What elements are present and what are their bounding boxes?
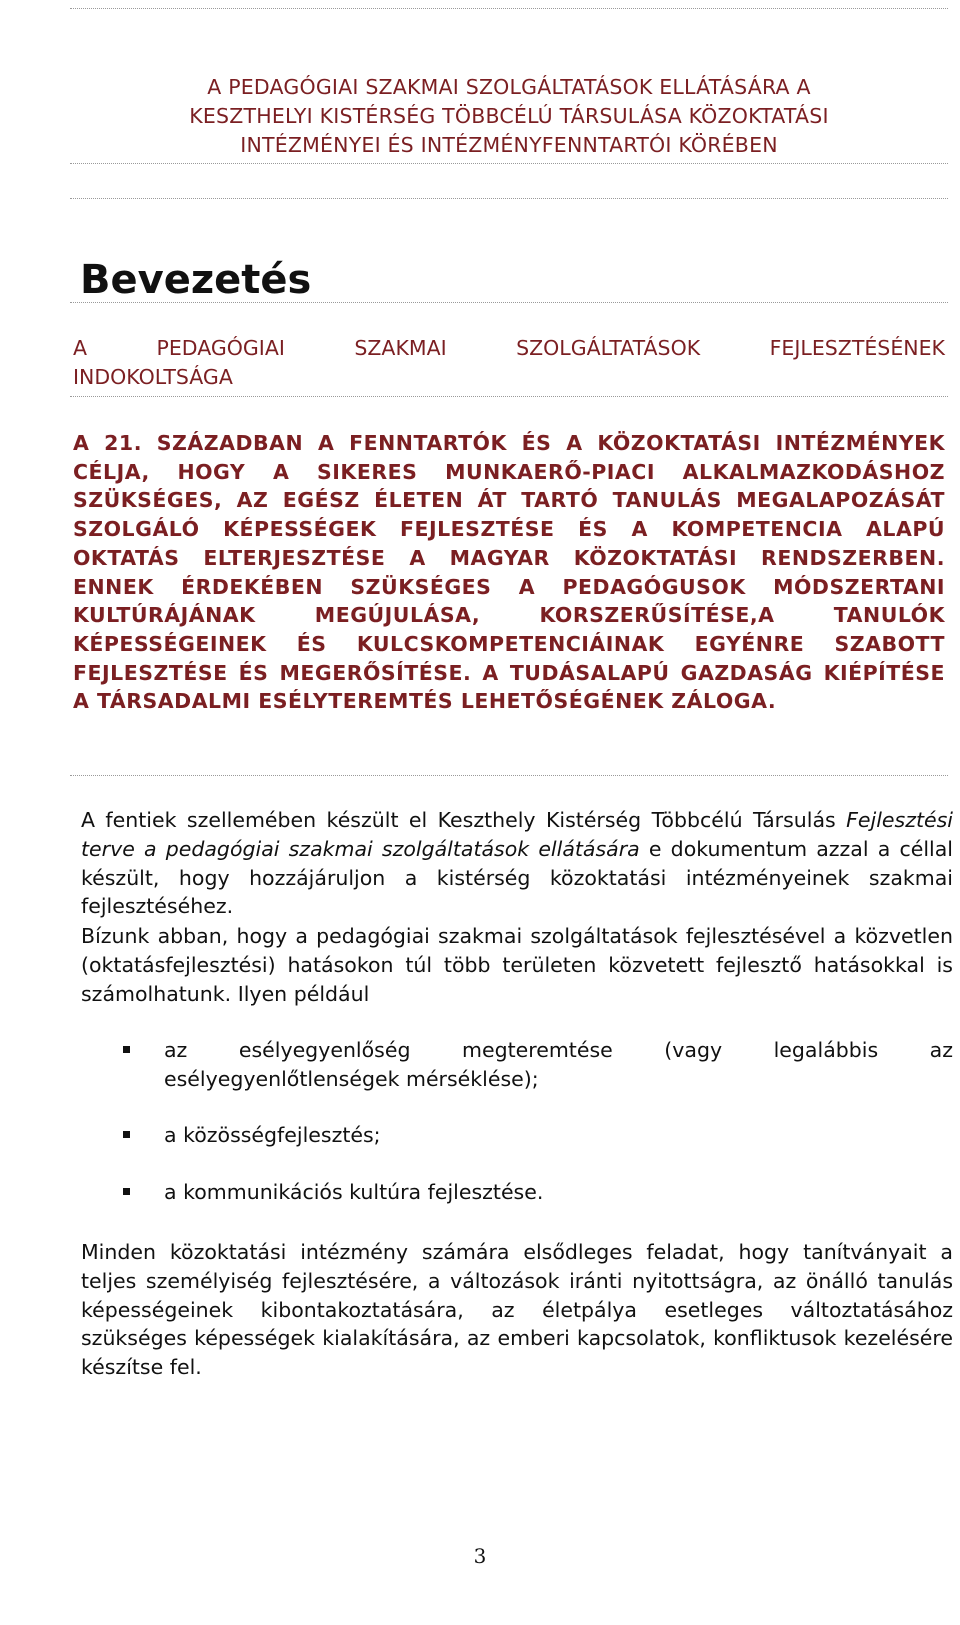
document-header (70, 73, 948, 160)
intro-paragraph (81, 806, 953, 921)
subtitle-line-1: A PEDAGÓGIAI SZAKMAI SZOLGÁLTATÁSOK FEJLESZTÉSÉNEK (73, 336, 945, 360)
plan-title: Fejlesztési terve a pedagógiai szakmai szolgáltatások ellátására (81, 808, 953, 861)
trust-paragraph: Bízunk abban, hogy a pedagógiai szakmai szolgáltatások fejlesztésével a közvetlen (oktatásfejlesztési) hatásokon túl több területen közvetett fejlesztő hatásokkal is számolhatunk. Ilyen például (81, 924, 953, 1006)
list-item-text: az esélyegyenlőség megteremtése (vagy legalábbis az esélyegyenlőtlenségek mérséklése); (164, 1038, 953, 1091)
section-title: Bevezetés (80, 257, 312, 303)
subtitle-rule (70, 396, 948, 397)
intro-text-end: e dokumentum azzal a céllal készült, hogy hozzájáruljon a kistérség közoktatási intézményeinek szakmai fejlesztéséhez. (81, 836, 953, 919)
header-line-3: INTÉZMÉNYEI ÉS INTÉZMÉNYFENNTARTÓI KÖRÉBEN (240, 133, 778, 157)
section-subtitle (73, 334, 945, 392)
title-rule (70, 302, 948, 303)
list-item-text: a közösségfejlesztés; (164, 1123, 381, 1147)
list-item (120, 1178, 953, 1207)
list-item-text: a kommunikációs kultúra fejlesztése. (164, 1180, 544, 1204)
bullet-list-1 (120, 1036, 953, 1094)
bullet-list-3 (120, 1178, 953, 1207)
subtitle-line-2: INDOKOLTSÁGA (73, 365, 233, 389)
bullet-square-icon (123, 1188, 130, 1195)
list-item (120, 1036, 953, 1094)
header-rule (70, 163, 948, 164)
intro-text-start: A fentiek szellemében készült el Keszthely Kistérség Többcélú Társulás (81, 808, 847, 832)
highlight-paragraph: A 21. SZÁZADBAN A FENNTARTÓK ÉS A KÖZOKTATÁSI INTÉZMÉNYEK CÉLJA, HOGY A SIKERES MUNKAERŐ-PIACI ALKALMAZKODÁSHOZ SZÜKSÉGES, AZ EGÉSZ ÉLETEN ÁT TARTÓ TANULÁS MEGALAPOZÁSÁT SZOLGÁLÓ KÉPESSÉGEK FEJLESZTÉSE ÉS A KOMPETENCIA ALAPÚ OKTATÁS ELTERJESZTÉSE A MAGYAR KÖZOKTATÁSI RENDSZERBEN. ENNEK ÉRDEKÉBEN SZÜKSÉGES A PEDAGÓGUSOK MÓDSZERTANI KULTÚRÁJÁNAK MEGÚJULÁSA, KORSZERŰSÍTÉSE,A TANULÓK KÉPESSÉGEINEK ÉS KULCSKOMPETENCIÁINAK EGYÉNRE SZABOTT FEJLESZTÉSE ÉS MEGERŐSÍTÉSE. A TUDÁSALAPÚ GAZDASÁG KIÉPÍTÉSE A TÁRSADALMI ESÉLYTEREMTÉS LEHETŐSÉGÉNEK ZÁLOGA. (73, 431, 945, 714)
header-line-1: A PEDAGÓGIAI SZAKMAI SZOLGÁLTATÁSOK ELLÁTÁSÁRA A (207, 75, 811, 99)
section-top-rule (70, 198, 948, 199)
highlight-rule (70, 775, 948, 776)
page-number: 3 (473, 1544, 487, 1568)
closing-paragraph: Minden közoktatási intézmény számára elsődleges feladat, hogy tanítványait a teljes személyiség fejlesztésére, a változások iránti nyitottságra, az önálló tanulás képességeinek kibontakoztatására, az életpálya esetleges változtatásához szükséges képességek kialakítására, az emberi kapcsolatok, konfliktusok kezelésére készítse fel. (81, 1240, 953, 1380)
header-line-2: KESZTHELYI KISTÉRSÉG TÖBBCÉLÚ TÁRSULÁSA KÖZOKTATÁSI (189, 104, 829, 128)
list-item (120, 1121, 953, 1150)
bullet-square-icon (123, 1046, 130, 1053)
top-rule (70, 8, 948, 9)
bullet-square-icon (123, 1131, 130, 1138)
bullet-list-2 (120, 1121, 953, 1150)
